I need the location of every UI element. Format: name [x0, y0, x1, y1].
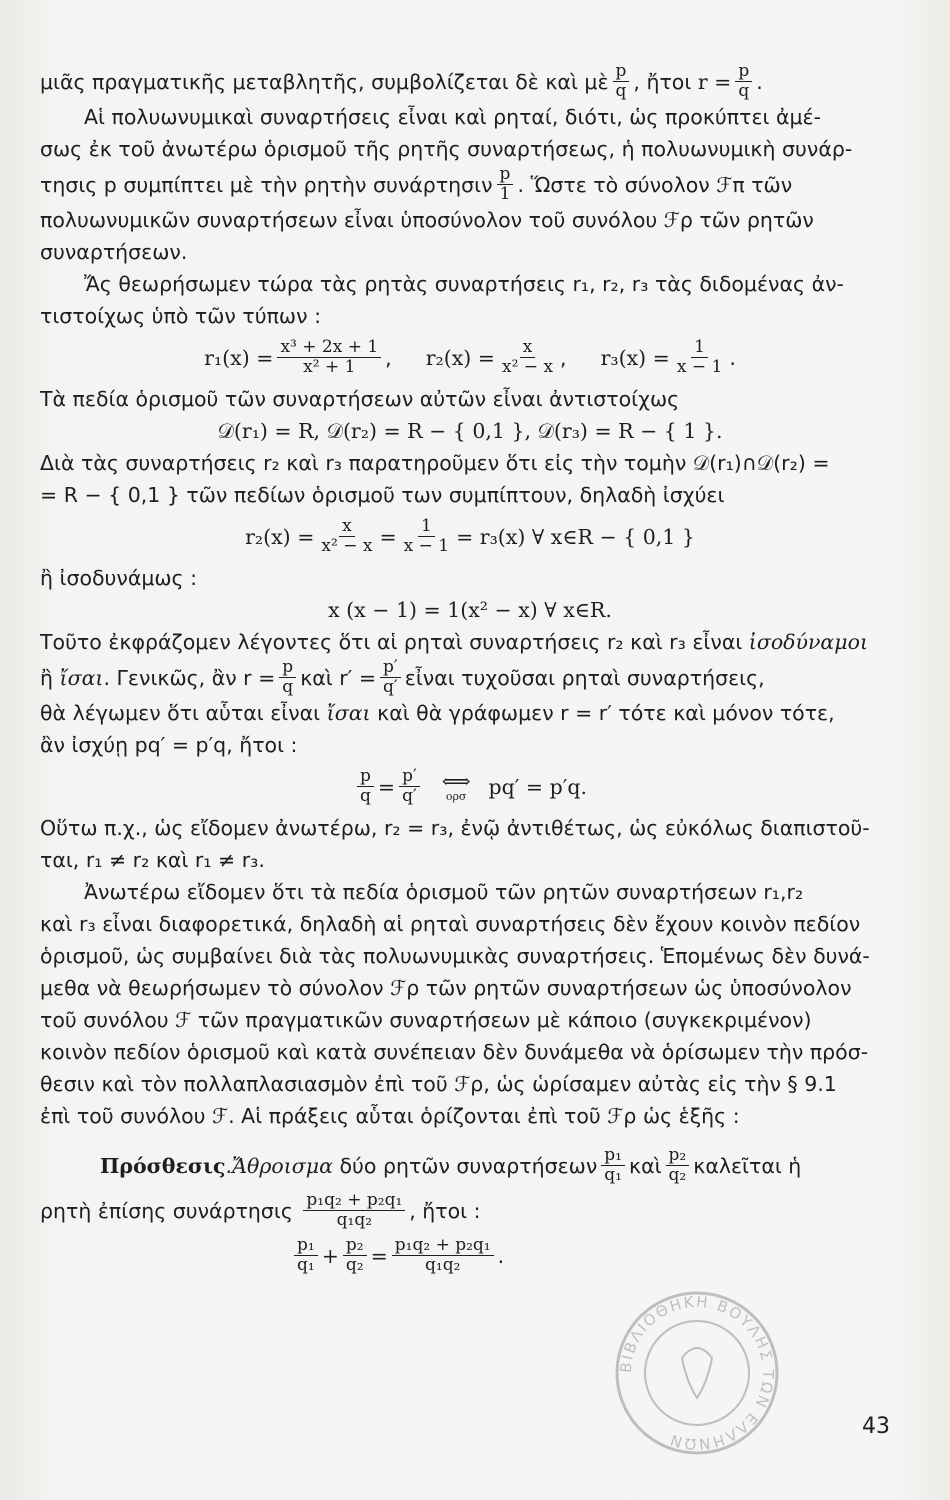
text-span: Αἱ πολυωνυμικαὶ συναρτήσεις εἶναι καὶ ρηταί, διότι, ὡς προκύπτει ἀμέ-: [84, 105, 822, 129]
fraction-p2-over-q2: [666, 1146, 690, 1185]
math-span: r₁(x) =: [204, 345, 274, 370]
paragraph: [40, 876, 900, 908]
numerator: p: [735, 62, 752, 82]
text-span: καὶ r₃ εἶναι διαφορετικά, δηλαδὴ αἱ ρηταὶ συναρτήσεις δὲν ἔχουν κοινὸν πεδίον: [40, 912, 861, 936]
iff-symbol: [428, 768, 485, 803]
numerator: p₂: [666, 1146, 690, 1166]
fraction-r1: [277, 338, 381, 377]
text-span: . Ὥστε τὸ σύνολον ℱπ τῶν: [517, 172, 793, 197]
math-span: =: [379, 524, 397, 549]
text-span: ἢ ἰσοδυνάμως :: [40, 566, 198, 590]
fraction-p2-over-q2: [343, 1236, 367, 1275]
line-4: [40, 165, 900, 204]
text-span: καὶ θὰ γράφωμεν r = r′ τότε καὶ μόνον τότε,: [377, 701, 835, 725]
text-span: συναρτήσεων.: [40, 240, 188, 264]
fraction-p-over-q: [357, 767, 374, 806]
numerator: x: [520, 338, 536, 358]
denominator: x² − x: [321, 536, 373, 556]
denominator: q₁: [297, 1255, 315, 1275]
numerator: p′: [399, 767, 420, 787]
math-span: =: [370, 1243, 388, 1268]
paragraph: [40, 972, 900, 1004]
italic-term: ἴσαι: [326, 701, 371, 725]
paragraph: [40, 1100, 900, 1132]
text-span: Διὰ τὰς συναρτήσεις r₂ καὶ r₃ παρατηροῦμεν ὅτι εἰς τὴν τομὴν 𝒟(r₁)∩𝒟(r₂) =: [40, 451, 830, 475]
denominator: 1: [499, 184, 511, 204]
fraction-sum: [303, 1191, 405, 1230]
body-text: [40, 62, 900, 1281]
math-span: r₃(x) =: [600, 345, 670, 370]
paragraph: [40, 479, 900, 511]
fraction-p1-over-q1: [601, 1146, 625, 1185]
paragraph: [40, 940, 900, 972]
fraction-r3: [401, 517, 452, 556]
denominator: q: [738, 81, 750, 101]
text-span: , ἤτοι: [633, 69, 692, 94]
paragraph: [40, 447, 900, 479]
denominator: x² + 1: [303, 357, 356, 377]
denominator: q: [282, 677, 294, 697]
text-span: δύο ρητῶν συναρτήσεων: [339, 1153, 598, 1178]
denominator: q′: [402, 786, 417, 806]
text-span: ἂν ἰσχύῃ pq′ = p′q, ἤτοι :: [40, 733, 298, 757]
text-span: = R − { 0,1 } τῶν πεδίων ὁρισμοῦ των συμπίπτουν, δηλαδὴ ἰσχύει: [40, 483, 725, 507]
italic-term: Ἄθροισμα: [231, 1153, 333, 1178]
fraction-pprime-over-qprime: [380, 658, 401, 697]
text-span: ὁρισμοῦ, ὡς συμβαίνει διὰ τὰς πολυωνυμικὰς συναρτήσεις. Ἑπομένως δὲν δυνά-: [40, 944, 870, 968]
italic-term: ἴσαι: [59, 665, 104, 690]
denominator: x² − x: [501, 357, 554, 377]
math-span: = r₃(x) ∀ x∈R − { 0,1 }: [456, 524, 695, 549]
fraction-r2: [318, 517, 375, 556]
fraction-p-over-1: [497, 165, 514, 204]
text-span: τησις p συμπίπτει μὲ τὴν ρητὴν συνάρτησιν: [40, 172, 493, 197]
text-span: καὶ r′ =: [300, 665, 377, 690]
text-span: μιᾶς πραγματικῆς μεταβλητῆς, συμβολίζεται δὲ καὶ μὲ: [40, 69, 609, 94]
text-span: .: [497, 1243, 505, 1268]
text-span: τοῦ συνόλου ℱ τῶν πραγματικῶν συναρτήσεων μὲ κάποιο (συγκεκριμένον): [40, 1008, 812, 1032]
formula-equality-criterion: [40, 767, 900, 806]
line-1: [40, 62, 900, 101]
numerator: p′: [380, 658, 401, 678]
numerator: 1: [691, 338, 708, 358]
stamp-lettering: ΒΙΒΛΙΟΘΗΚΗ ΒΟΥΛΗΣ ΤΩΝ ΕΛΛΗΝΩΝ: [616, 1292, 778, 1454]
fraction-r3: [674, 338, 725, 377]
line-18: [40, 658, 900, 697]
paragraph: [40, 133, 900, 165]
denominator: q₁q₂: [336, 1210, 373, 1230]
math-span: x (x − 1) = 1(x² − x) ∀ x∈R.: [328, 598, 612, 622]
text-span: σως ἐκ τοῦ ἀνωτέρω ὁρισμοῦ τῆς ρητῆς συναρτήσεως, ἡ πολυωνυμικὴ συνάρ-: [40, 137, 853, 161]
paragraph: [40, 383, 900, 415]
numerator: p: [357, 767, 374, 787]
text-span: ἢ: [40, 665, 53, 690]
numerator: p: [613, 62, 630, 82]
formula-polynomial-identity: [40, 594, 900, 626]
text-span: , ἤτοι :: [409, 1198, 481, 1223]
text-span: καλεῖται ἡ: [693, 1153, 802, 1178]
numerator: x: [339, 517, 355, 537]
text-span: μεθα νὰ θεωρήσωμεν τὸ σύνολον ℱρ τῶν ρητῶν συναρτήσεων ὡς ὑποσύνολον: [40, 976, 852, 1000]
text-span: .: [729, 345, 736, 370]
paragraph: [40, 626, 900, 658]
numerator: p₁q₂ + p₂q₁: [392, 1236, 494, 1256]
text-span: . Γενικῶς, ἂν r =: [103, 665, 276, 690]
fraction-p1-over-q1: [294, 1236, 318, 1275]
section-heading-addition: Πρόσθεσις: [100, 1153, 226, 1178]
formula-sum: [40, 1236, 900, 1275]
denominator: q: [359, 786, 371, 806]
denominator: q: [615, 81, 627, 101]
paragraph: [40, 204, 900, 236]
text-span: Οὕτω π.χ., ὡς εἴδομεν ἀνωτέρω, r₂ = r₃, ἐνῷ ἀντιθέτως, ὡς εὐκόλως διαπιστοῦ-: [40, 816, 870, 840]
paragraph: [40, 729, 900, 761]
paragraph: [40, 268, 900, 300]
formula-r2-equals-r3: [40, 517, 900, 556]
math-span: pq′ = p′q.: [488, 774, 588, 799]
fraction-p-over-q: [613, 62, 630, 101]
denominator: q′: [383, 677, 398, 697]
iff-arrow: ⟺: [441, 768, 471, 793]
paragraph: [40, 844, 900, 876]
paragraph: [40, 1068, 900, 1100]
numerator: p₁: [294, 1236, 318, 1256]
text-span: κοινὸν πεδίον ὁρισμοῦ καὶ κατὰ συνέπειαν δὲν δυνάμεθα νὰ ὁρίσωμεν τὴν πρόσ-: [40, 1040, 869, 1064]
paragraph: [40, 236, 900, 268]
text-span: .: [225, 1153, 232, 1178]
math-span: +: [321, 1243, 339, 1268]
line-addition-definition: [40, 1146, 900, 1185]
fraction-sum: [392, 1236, 494, 1275]
paragraph: [40, 697, 900, 729]
numerator: p₁: [601, 1146, 625, 1166]
text-span: ρητὴ ἐπίσης συνάρτησις: [40, 1198, 293, 1223]
text-span: θεσιν καὶ τὸν πολλαπλασιασμὸν ἐπὶ τοῦ ℱρ, ὡς ὡρίσαμεν αὐτὰς εἰς τὴν § 9.1: [40, 1072, 837, 1096]
text-span: ἐπὶ τοῦ συνόλου ℱ. Αἱ πράξεις αὗται ὁρίζονται ἐπὶ τοῦ ℱρ ὡς ἑξῆς :: [40, 1104, 740, 1128]
text-span: Τοῦτο ἐκφράζομεν λέγοντες ὅτι αἱ ρηταὶ συναρτήσεις r₂ καὶ r₃ εἶναι: [40, 630, 743, 654]
math-span: r₂(x) =: [245, 524, 315, 549]
domains-line: [40, 415, 900, 447]
paragraph: [40, 812, 900, 844]
fraction-r2: [499, 338, 556, 377]
math-span: 𝒟(r₁) = R, 𝒟(r₂) = R − { 0,1 }, 𝒟(r₃) = R − { 1 }.: [217, 419, 723, 443]
denominator: q₂: [668, 1165, 687, 1185]
text-span: Ἀνωτέρω εἴδομεν ὅτι τὰ πεδία ὁρισμοῦ τῶν ρητῶν συναρτήσεων r₁,r₂: [84, 880, 804, 904]
text-span: εἶναι τυχοῦσαι ρηταὶ συναρτήσεις,: [404, 665, 765, 690]
numerator: p₂: [343, 1236, 367, 1256]
numerator: p: [497, 165, 514, 185]
paragraph: [40, 562, 900, 594]
denominator: x − 1: [676, 357, 723, 377]
formula-r-definitions: r₁(x) = $\frac{\text{x³ + 2x + 1}}{\text{x² + 1}}$ , r₂(x) = $\frac{x}{\text{x² − x}}$ , r₃(x) = $\frac{1}{x - 1}$ .: [204, 337, 736, 377]
denominator: q₁q₂: [425, 1255, 461, 1275]
library-stamp-icon: [612, 1288, 782, 1458]
fraction-p-over-q: [735, 62, 752, 101]
text-span: τιστοίχως ὑπὸ τῶν τύπων :: [40, 304, 321, 328]
fraction-pprime-over-qprime: [399, 767, 420, 806]
fraction-p-over-q: [279, 658, 296, 697]
iff-subscript: ορσ: [445, 789, 467, 803]
math-span: r =: [697, 69, 732, 94]
paragraph: [40, 1036, 900, 1068]
denominator: q₁: [604, 1165, 622, 1185]
numerator: x³ + 2x + 1: [277, 338, 381, 358]
text-span: Ἄς θεωρήσωμεν τώρα τὰς ρητὰς συναρτήσεις r₁, r₂, r₃ τὰς διδομένας ἀν-: [84, 272, 844, 296]
text-span: θὰ λέγωμεν ὅτι αὗται εἶναι: [40, 701, 321, 725]
text-span: πολυωνυμικῶν συναρτήσεων εἶναι ὑποσύνολον τοῦ συνόλου ℱρ τῶν ρητῶν: [40, 208, 814, 232]
math-span: =: [377, 774, 396, 799]
numerator: 1: [418, 517, 435, 537]
text-span: ται, r₁ ≠ r₂ καὶ r₁ ≠ r₃.: [40, 848, 265, 872]
numerator: p: [279, 658, 296, 678]
math-span: r₂(x) =: [425, 345, 495, 370]
text-span: Τὰ πεδία ὁρισμοῦ τῶν συναρτήσεων αὐτῶν εἶναι ἀντιστοίχως: [40, 387, 680, 411]
text-span: καὶ: [629, 1153, 662, 1178]
paragraph: [40, 1004, 900, 1036]
paragraph: [40, 300, 900, 332]
denominator: x − 1: [403, 536, 450, 556]
line-33: [40, 1191, 900, 1230]
page-number: 43: [862, 1414, 890, 1439]
text-span: .: [756, 69, 763, 94]
paragraph: [40, 908, 900, 940]
italic-term: ἰσοδύναμοι: [748, 630, 868, 654]
paragraph: [40, 101, 900, 133]
denominator: q₂: [345, 1255, 364, 1275]
numerator: p₁q₂ + p₂q₁: [303, 1191, 405, 1211]
